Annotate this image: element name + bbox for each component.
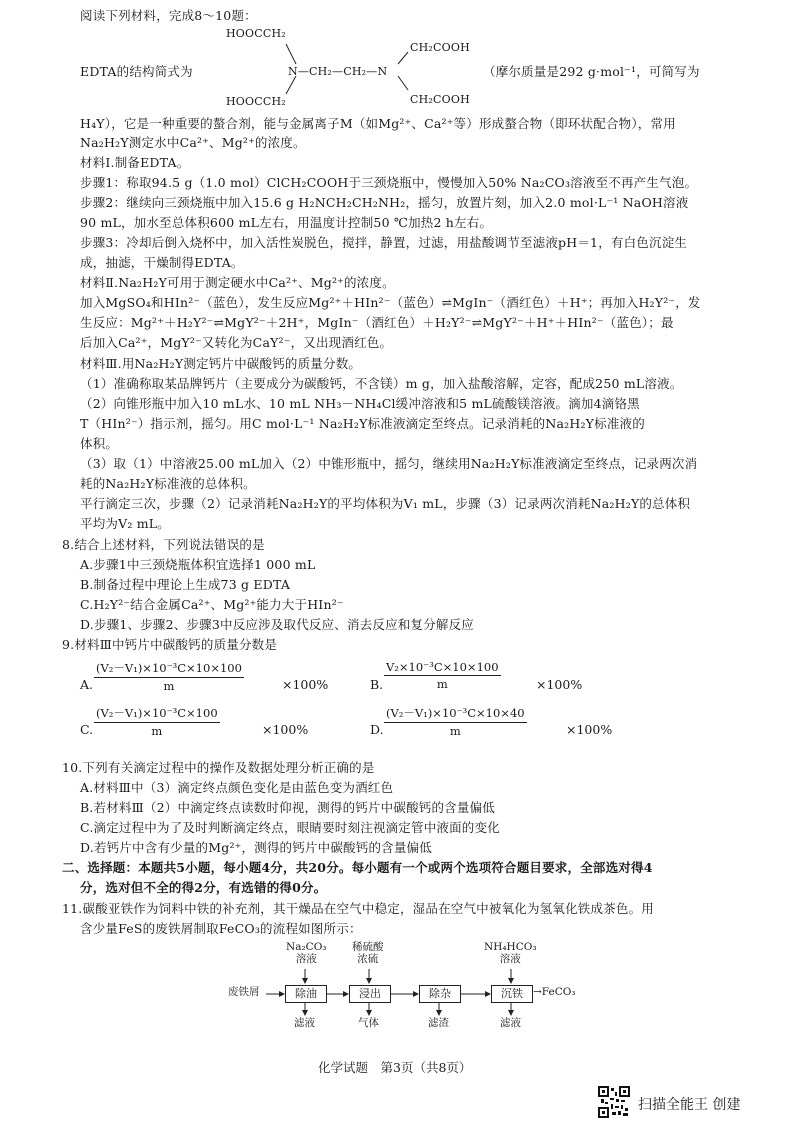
flow-product: →FeCO₃ — [533, 986, 576, 998]
flow-step-precipitate-iron: 沉铁 — [491, 985, 533, 1003]
para-1: H₄Y），它是一种重要的螯合剂，能与金属离子M（如Mg²⁺、Ca²⁺等）形成螯合物（即环状配合物），常用 — [80, 116, 676, 131]
material-3-item-2-line-1: （2）向锥形瓶中加入10 mL水、10 mL NH₃－NH₄Cl缓冲溶液和5 mL硫酸镁溶液。滴加4滴铬黑 — [80, 396, 640, 411]
q10-option-b: B.若材料Ⅲ（2）中滴定终点读数时仰视，测得的钙片中碳酸钙的含量偏低 — [80, 800, 495, 815]
reading-intro: 阅读下列材料，完成8～10题： — [80, 8, 257, 23]
q10-stem: 10.下列有关滴定过程中的操作及数据处理分析正确的是 — [62, 760, 375, 775]
q9-option-c-fraction — [94, 705, 220, 738]
material-2-line-1: 加入MgSO₄和HIn²⁻（蓝色），发生反应Mg²⁺＋HIn²⁻（蓝色）⇌MgIn⁻（酒红色）＋H⁺；再加入H₂Y²⁻，发 — [80, 295, 701, 310]
flow-input-na2co3: Na₂CO₃ 溶液 — [286, 941, 327, 965]
edta-top-left-group: HOOCCH₂ — [226, 27, 286, 40]
flow-step-purify: 除杂 — [419, 985, 461, 1003]
q11-stem-line-1: 11.碳酸亚铁作为饲料中铁的补充剂，其干燥品在空气中稳定，湿品在空气中被氧化为氢氧化铁成茶色。用 — [62, 901, 654, 916]
q10-option-c: C.滴定过程中为了及时判断滴定终点，眼睛要时刻注视滴定管中液面的变化 — [80, 820, 500, 835]
q10-option-d: D.若钙片中含有少量的Mg²⁺，测得的钙片中碳酸钙的含量偏低 — [80, 840, 432, 855]
flow-output-filtrate-1: 滤液 — [294, 1017, 315, 1029]
edta-label: EDTA的结构简式为 — [80, 64, 193, 79]
edta-backbone: N—CH₂—CH₂—N — [288, 65, 388, 78]
flow-step-degrease: 除油 — [285, 985, 327, 1003]
q9-option-b-denominator: m — [436, 677, 448, 691]
q8-option-b: B.制备过程中理论上生成73 g EDTA — [80, 577, 291, 592]
flow-input-nh4hco3: NH₄HCO₃ 溶液 — [484, 941, 537, 965]
q9-option-b-numerator: V₂×10⁻³C×10×100 — [386, 660, 499, 674]
edta-molar-mass-note: （摩尔质量是292 g·mol⁻¹，可简写为 — [483, 64, 700, 79]
step-3-line-2: 成，抽滤，干燥制得EDTA。 — [80, 255, 244, 270]
para-2: Na₂H₂Y测定水中Ca²⁺、Mg²⁺的浓度。 — [80, 135, 306, 150]
material-2-title: 材料Ⅱ.Na₂H₂Y可用于测定硬水中Ca²⁺、Mg²⁺的浓度。 — [80, 275, 395, 290]
q8-option-c: C.H₂Y²⁻结合金属Ca²⁺、Mg²⁺能力大于HIn²⁻ — [80, 597, 344, 612]
edta-bottom-right-group: CH₂COOH — [410, 93, 470, 106]
q9-option-b-label: B. — [370, 677, 384, 692]
material-2-line-2: 生反应：Mg²⁺＋H₂Y²⁻⇌MgY²⁻＋2H⁺，MgIn⁻（酒红色）＋H₂Y²⁻⇌MgY²⁻＋H⁺＋HIn²⁻（蓝色）；最 — [80, 315, 674, 330]
edta-top-right-group: CH₂COOH — [410, 41, 470, 54]
flow-output-residue: 滤渣 — [428, 1017, 449, 1029]
q9-option-d-tail: ×100% — [566, 722, 613, 737]
material-3-item-3-line-1: （3）取（1）中溶液25.00 mL加入（2）中锥形瓶中，摇匀，继续用Na₂H₂Y标准液滴定至终点，记录两次消 — [80, 456, 698, 471]
section-2-heading-line-1: 二、选择题：本题共5小题，每小题4分，共20分。每小题有一个或两个选项符合题目要求，全部选对得4 — [62, 860, 653, 875]
material-3-item-3-line-2: 耗的Na₂H₂Y标准液的总体积。 — [80, 476, 256, 491]
flow-step-leach: 浸出 — [349, 985, 391, 1003]
q10-option-a: A.材料Ⅲ中（3）滴定终点颜色变化是由蓝色变为酒红色 — [80, 780, 394, 795]
material-3-summary-line-1: 平行滴定三次，步骤（2）记录消耗Na₂H₂Y的平均体积为V₁ mL，步骤（3）记录两次消耗Na₂H₂Y的总体积 — [80, 496, 691, 511]
qr-code-icon — [598, 1086, 630, 1118]
material-3-summary-line-2: 平均为V₂ mL。 — [80, 516, 170, 531]
q9-option-a-label: A. — [80, 677, 94, 692]
flow-start-label: 废铁屑 — [228, 986, 260, 998]
q9-option-d-numerator: (V₂－V₁)×10⁻³C×10×40 — [384, 705, 527, 723]
q9-option-d-label: D. — [370, 722, 384, 737]
q9-option-a-fraction — [94, 660, 244, 693]
step-2-line-2: 90 mL，加水至总体积600 mL左右，用温度计控制50 ℃加热2 h左右。 — [80, 215, 493, 230]
q9-option-d-denominator: m — [449, 724, 461, 738]
section-2-heading-line-2: 分，选对但不全的得2分，有选错的得0分。 — [80, 880, 327, 895]
step-2-line-1: 步骤2：继续向三颈烧瓶中加入15.6 g H₂NCH₂CH₂NH₂，摇匀，放置片刻，加入2.0 mol·L⁻¹ NaOH溶液 — [80, 195, 689, 210]
q8-stem: 8.结合上述材料，下列说法错误的是 — [62, 537, 265, 552]
material-3-title: 材料Ⅲ.用Na₂H₂Y测定钙片中碳酸钙的质量分数。 — [80, 356, 362, 371]
q9-stem: 9.材料Ⅲ中钙片中碳酸钙的质量分数是 — [62, 637, 278, 652]
flow-output-gas: 气体 — [358, 1017, 379, 1029]
step-1: 步骤1：称取94.5 g（1.0 mol）ClCH₂COOH于三颈烧瓶中，慢慢加入50% Na₂CO₃溶液至不再产生气泡。 — [80, 175, 698, 190]
edta-bonds — [276, 40, 426, 100]
material-3-item-2-line-2: T（HIn²⁻）指示剂，摇匀。用C mol·L⁻¹ Na₂H₂Y标准液滴定至终点。记录消耗的Na₂H₂Y标准液的 — [80, 416, 645, 431]
q9-option-c-numerator: (V₂－V₁)×10⁻³C×100 — [94, 705, 220, 723]
q9-option-a-denominator: m — [163, 679, 175, 693]
material-3-item-2-line-3: 体积。 — [80, 436, 119, 451]
material-3-item-1: （1）准确称取某品牌钙片（主要成分为碳酸钙，不含镁）m g，加入盐酸溶解，定容，配成250 mL溶液。 — [80, 376, 683, 391]
q8-option-a: A.步骤1中三颈烧瓶体积宜选择1 000 mL — [80, 557, 316, 572]
edta-bottom-left-group: HOOCCH₂ — [226, 95, 286, 108]
flow-input-dilute-h2so4: 稀硫酸 浓硫 — [352, 941, 384, 965]
q9-option-a-tail: ×100% — [282, 677, 329, 692]
material-1-title: 材料Ⅰ.制备EDTA。 — [80, 155, 190, 170]
q9-option-b-tail: ×100% — [536, 677, 583, 692]
q9-option-b-fraction — [384, 660, 501, 691]
step-3-line-1: 步骤3：冷却后倒入烧杯中，加入活性炭脱色，搅拌，静置，过滤，用盐酸调节至滤液pH＝1，有白色沉淀生 — [80, 235, 688, 250]
q9-option-d-fraction — [384, 705, 527, 738]
q9-option-a-numerator: (V₂－V₁)×10⁻³C×10×100 — [94, 660, 244, 678]
q9-option-c-denominator: m — [151, 724, 163, 738]
material-2-line-3: 后加入Ca²⁺，MgY²⁻又转化为CaY²⁻，又出现酒红色。 — [80, 335, 393, 350]
q9-option-c-label: C. — [80, 722, 94, 737]
flow-output-filtrate-2: 滤液 — [500, 1017, 521, 1029]
q9-option-c-tail: ×100% — [262, 722, 309, 737]
q11-stem-line-2: 含少量FeS的废铁屑制取FeCO₃的流程如图所示： — [80, 921, 362, 936]
q8-option-d: D.步骤1、步骤2、步骤3中反应涉及取代反应、消去反应和复分解反应 — [80, 617, 475, 632]
page-footer: 化学试题 第3页（共8页） — [318, 1060, 472, 1075]
scanner-watermark: 扫描全能王 创建 — [638, 1097, 741, 1113]
